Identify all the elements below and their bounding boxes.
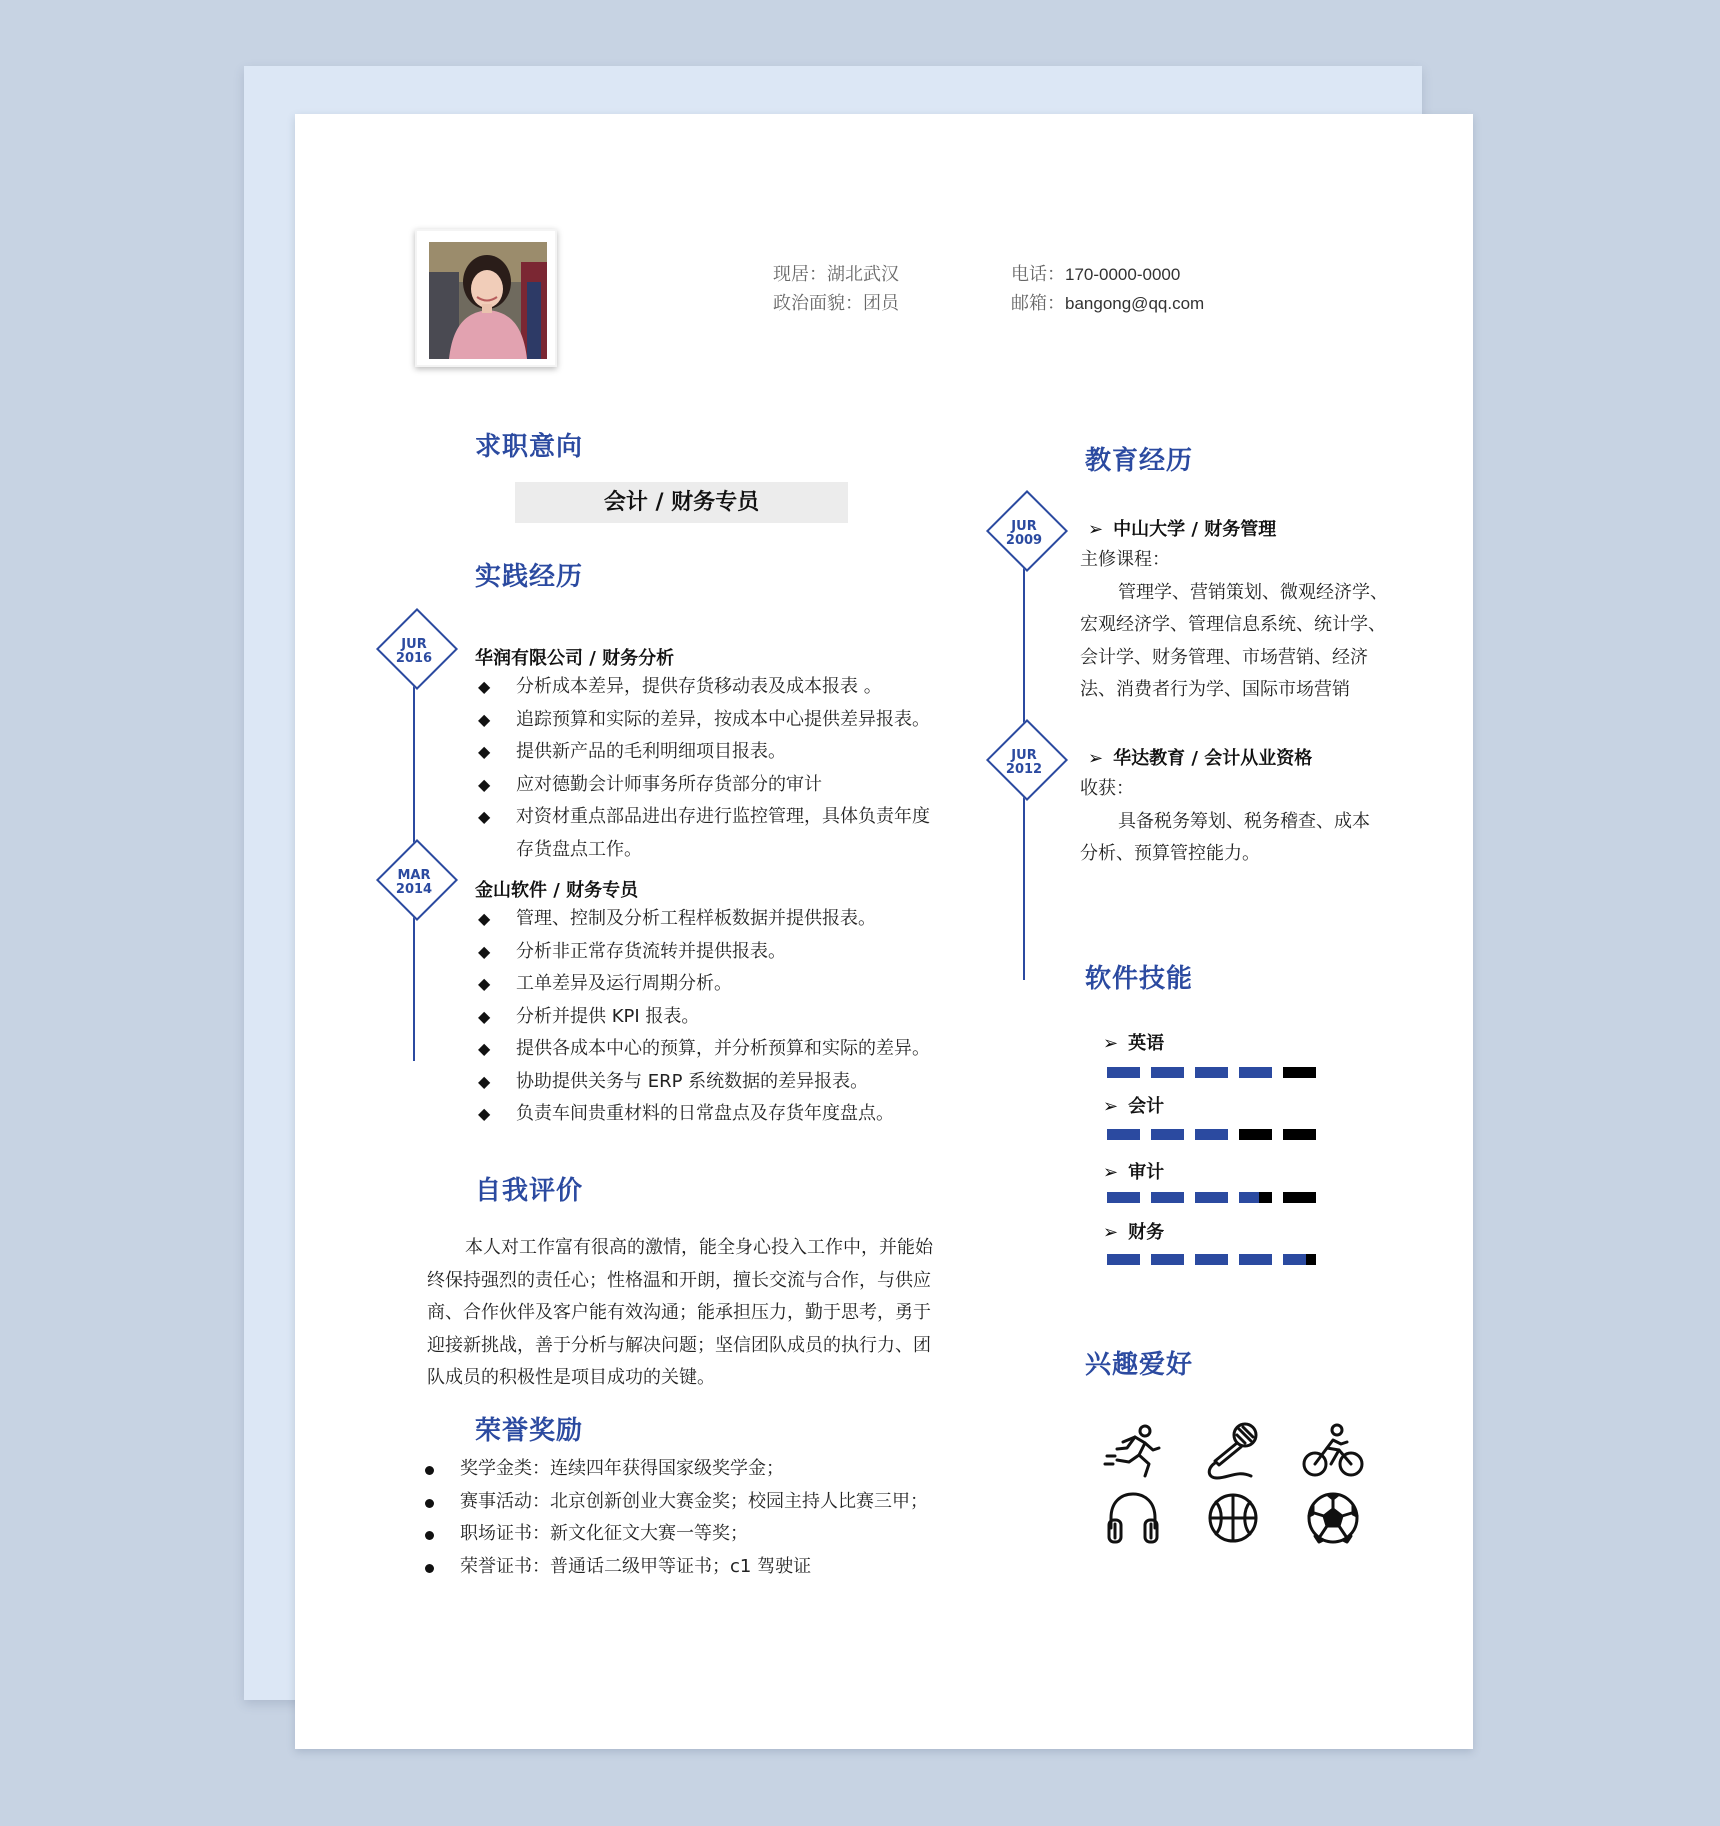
skill-bar-segment — [1107, 1254, 1140, 1265]
list-item: ◆ 提供新产品的毛利明细项目报表。 — [478, 741, 786, 762]
practice-title: 实践经历 — [475, 562, 584, 592]
profile-photo-frame — [415, 229, 557, 367]
list-item: ◆ 追踪预算和实际的差异，按成本中心提供差异报表。 — [478, 708, 930, 730]
skill-bar-segment — [1239, 1192, 1272, 1203]
list-item: ◆ 应对德勤会计师事务所存货部分的审计 — [478, 773, 822, 795]
self-eval-text: 本人对工作富有很高的激情，能全身心投入工作中，并能始 终保持强烈的责任心；性格温和开朗，擅长交流与合作，与供应 商、合作伙伴及客户能有效沟通；能承担压力，勤于思考，勇于 迎接新挑战，善于分析与解决问题；坚信团队成员的执行力、团 队成员的积极性是项目成功的关键。 — [427, 1237, 933, 1388]
list-item: ◆ 工单差异及运行周期分析。 — [478, 973, 732, 994]
skill-bar-segment — [1239, 1067, 1272, 1078]
list-item: 赛事活动：北京创新创业大赛金奖；校园主持人比赛三甲； — [425, 1486, 928, 1519]
basketball-icon — [1201, 1488, 1265, 1548]
contact-left — [773, 260, 899, 318]
job-objective: 会计 / 财务专员 — [515, 482, 848, 523]
list-item: ◆ 管理、控制及分析工程样板数据并提供报表。 — [478, 908, 876, 929]
skill-bar-segment — [1151, 1254, 1184, 1265]
education-title: 教育经历 — [1085, 446, 1194, 476]
arrow-right-icon: ➢ — [1088, 519, 1104, 540]
skill-bar-segment — [1283, 1129, 1316, 1140]
skill-bar-segment — [1195, 1192, 1228, 1203]
skill-bar-segment — [1195, 1129, 1228, 1140]
list-item: 荣誉证书：普通话二级甲等证书；c1 驾驶证 — [425, 1551, 928, 1584]
list-item: ◆ 分析非正常存货流转并提供报表。 — [478, 940, 786, 962]
list-item-continued: 存货盘点工作。 — [516, 838, 642, 860]
skill-bar-segment — [1151, 1129, 1184, 1140]
resume-page — [295, 114, 1473, 1749]
list-item: ◆ 提供各成本中心的预算，并分析预算和实际的差异。 — [478, 1038, 930, 1059]
honors-list — [425, 1453, 928, 1583]
arrow-right-icon: ➢ — [1103, 1162, 1119, 1183]
school-1-details: 主修课程： 管理学、营销策划、微观经济学、 宏观经济学、管理信息系统、统计学、 会计学、财务管理、市场营销、经济 法、消费者行为学、国际市场营销 — [1080, 549, 1388, 700]
date-label-1: JUR 2016 — [395, 637, 433, 666]
list-item: ◆ 分析并提供 KPI 报表。 — [478, 1005, 700, 1027]
skill-bar-english — [1107, 1067, 1316, 1078]
email-row: 邮箱：bangong@qq.com — [1011, 293, 1205, 314]
skill-finance: ➢ 财务 — [1103, 1222, 1165, 1243]
skill-bar-accounting — [1107, 1129, 1316, 1140]
skill-bar-segment — [1283, 1067, 1316, 1078]
political-row: 政治面貌：团员 — [773, 293, 899, 314]
self-eval-title: 自我评价 — [475, 1176, 584, 1206]
running-icon — [1101, 1422, 1165, 1482]
school-2: ➢ 华达教育 / 会计从业资格 — [1088, 748, 1313, 769]
skill-bar-segment — [1239, 1254, 1272, 1265]
residence-row: 现居：湖北武汉 — [773, 264, 899, 285]
practice-list-1 — [478, 671, 930, 866]
arrow-right-icon: ➢ — [1103, 1096, 1119, 1117]
arrow-right-icon: ➢ — [1103, 1033, 1119, 1054]
list-item: 奖学金类：连续四年获得国家级奖学金； — [425, 1453, 928, 1486]
skills-title: 软件技能 — [1085, 964, 1194, 994]
skill-bar-segment — [1283, 1192, 1316, 1203]
skill-bar-audit — [1107, 1192, 1316, 1203]
school-2-details: 收获： 具备税务筹划、税务稽查、成本 分析、预算管控能力。 — [1080, 778, 1370, 864]
skill-bar-segment — [1107, 1067, 1140, 1078]
objective-title: 求职意向 — [475, 432, 584, 462]
hobbies-title: 兴趣爱好 — [1085, 1350, 1194, 1380]
skill-bar-segment — [1151, 1067, 1184, 1078]
skill-bar-segment — [1107, 1192, 1140, 1203]
school-1: ➢ 中山大学 / 财务管理 — [1088, 519, 1277, 540]
headphones-icon — [1101, 1488, 1165, 1548]
date-label-4: JUR 2012 — [1005, 748, 1043, 777]
arrow-right-icon: ➢ — [1103, 1222, 1119, 1243]
arrow-right-icon: ➢ — [1088, 748, 1104, 769]
company-1: 华润有限公司 / 财务分析 — [475, 648, 675, 669]
skill-bar-segment — [1283, 1254, 1316, 1265]
company-2: 金山软件 / 财务专员 — [475, 880, 639, 901]
microphone-icon — [1201, 1422, 1265, 1482]
skill-english: ➢ 英语 — [1103, 1033, 1165, 1054]
list-item: 职场证书：新文化征文大赛一等奖； — [425, 1518, 928, 1551]
practice-list-2 — [478, 903, 930, 1131]
date-label-2: MAR 2014 — [395, 868, 433, 897]
skill-bar-segment — [1195, 1254, 1228, 1265]
profile-photo — [429, 242, 547, 359]
date-label-3: JUR 2009 — [1005, 519, 1043, 548]
list-item: ◆ 负责车间贵重材料的日常盘点及存货年度盘点。 — [478, 1103, 894, 1124]
phone-row: 电话：170-0000-0000 — [1011, 264, 1181, 285]
skill-bar-segment — [1107, 1129, 1140, 1140]
skill-audit: ➢ 审计 — [1103, 1162, 1165, 1183]
skill-bar-segment — [1195, 1067, 1228, 1078]
skill-accounting: ➢ 会计 — [1103, 1096, 1165, 1117]
cycling-icon — [1301, 1422, 1365, 1482]
skill-bar-segment — [1151, 1192, 1184, 1203]
soccer-ball-icon — [1301, 1488, 1365, 1548]
list-item: ◆ 对资材重点部品进出存进行监控管理，具体负责年度 — [478, 806, 930, 827]
list-item: ◆ 协助提供关务与 ERP 系统数据的差异报表。 — [478, 1070, 869, 1092]
skill-bar-segment — [1239, 1129, 1272, 1140]
contact-right — [1011, 260, 1204, 318]
skill-bar-finance — [1107, 1254, 1316, 1265]
honors-title: 荣誉奖励 — [475, 1416, 584, 1446]
list-item: ◆ 分析成本差异，提供存货移动表及成本报表 。 — [478, 676, 882, 697]
